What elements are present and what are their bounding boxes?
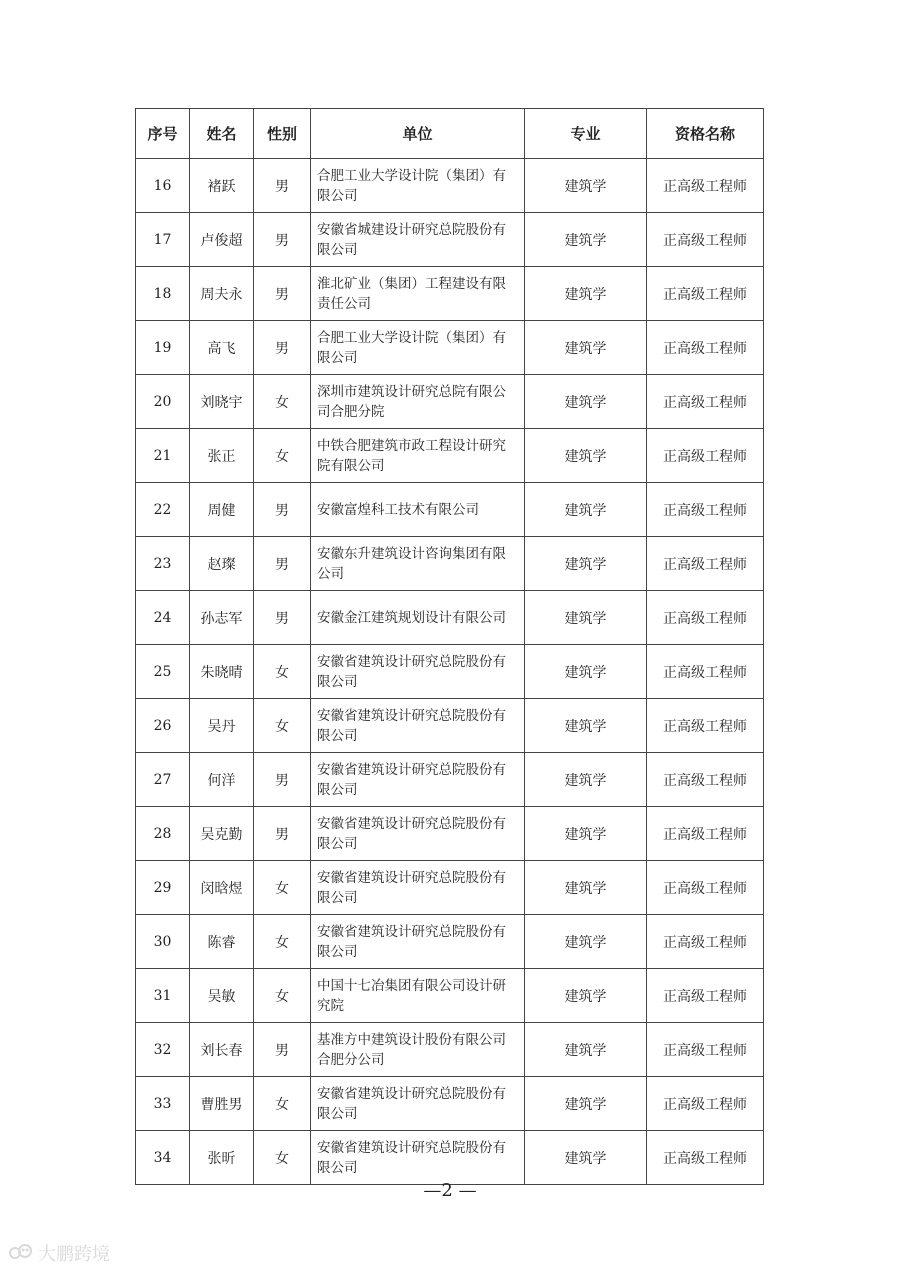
header-unit: 单位: [311, 109, 525, 159]
table-row: [136, 1131, 764, 1185]
cell-number: 18: [136, 267, 190, 321]
cell-major: 建筑学: [525, 915, 647, 969]
cell-gender: 女: [254, 429, 311, 483]
personnel-table-container: [135, 108, 763, 1185]
header-number: 序号: [136, 109, 190, 159]
cell-major: 建筑学: [525, 699, 647, 753]
cell-number: 31: [136, 969, 190, 1023]
cell-name: 周健: [190, 483, 254, 537]
cell-major: 建筑学: [525, 1023, 647, 1077]
cell-number: 32: [136, 1023, 190, 1077]
cell-number: 25: [136, 645, 190, 699]
brand-logo-icon: [8, 1242, 34, 1264]
cell-gender: 女: [254, 1131, 311, 1185]
cell-unit: 中国十七冶集团有限公司设计研究院: [311, 969, 525, 1023]
header-gender: 性别: [254, 109, 311, 159]
cell-unit: 安徽省建筑设计研究总院股份有限公司: [311, 807, 525, 861]
cell-gender: 女: [254, 375, 311, 429]
table-row: [136, 753, 764, 807]
cell-gender: 男: [254, 159, 311, 213]
cell-number: 34: [136, 1131, 190, 1185]
cell-name: 吴敏: [190, 969, 254, 1023]
cell-gender: 男: [254, 807, 311, 861]
cell-name: 朱晓晴: [190, 645, 254, 699]
cell-unit: 安徽金江建筑规划设计有限公司: [311, 591, 525, 645]
cell-unit: 淮北矿业（集团）工程建设有限责任公司: [311, 267, 525, 321]
cell-major: 建筑学: [525, 375, 647, 429]
watermark: [8, 1240, 110, 1266]
cell-qualification: 正高级工程师: [647, 1077, 764, 1131]
cell-name: 高飞: [190, 321, 254, 375]
table-row: [136, 1077, 764, 1131]
cell-name: 褚跃: [190, 159, 254, 213]
cell-name: 陈睿: [190, 915, 254, 969]
cell-number: 28: [136, 807, 190, 861]
header-name: 姓名: [190, 109, 254, 159]
cell-number: 27: [136, 753, 190, 807]
cell-unit: 基准方中建筑设计股份有限公司合肥分公司: [311, 1023, 525, 1077]
cell-unit: 安徽省建筑设计研究总院股份有限公司: [311, 645, 525, 699]
table-row: [136, 645, 764, 699]
cell-major: 建筑学: [525, 861, 647, 915]
cell-gender: 男: [254, 1023, 311, 1077]
cell-major: 建筑学: [525, 429, 647, 483]
cell-major: 建筑学: [525, 483, 647, 537]
cell-gender: 男: [254, 483, 311, 537]
table-row: [136, 429, 764, 483]
table-row: [136, 213, 764, 267]
cell-number: 20: [136, 375, 190, 429]
cell-major: 建筑学: [525, 591, 647, 645]
cell-unit: 合肥工业大学设计院（集团）有限公司: [311, 159, 525, 213]
table-row: [136, 591, 764, 645]
cell-number: 29: [136, 861, 190, 915]
cell-name: 卢俊超: [190, 213, 254, 267]
table-header-row: [136, 109, 764, 159]
cell-gender: 男: [254, 753, 311, 807]
cell-number: 24: [136, 591, 190, 645]
table-row: [136, 483, 764, 537]
cell-qualification: 正高级工程师: [647, 321, 764, 375]
cell-number: 33: [136, 1077, 190, 1131]
header-qualification: 资格名称: [647, 109, 764, 159]
cell-unit: 安徽省建筑设计研究总院股份有限公司: [311, 861, 525, 915]
cell-name: 吴丹: [190, 699, 254, 753]
cell-qualification: 正高级工程师: [647, 591, 764, 645]
cell-name: 吴克勤: [190, 807, 254, 861]
cell-major: 建筑学: [525, 267, 647, 321]
cell-gender: 男: [254, 537, 311, 591]
cell-number: 19: [136, 321, 190, 375]
cell-qualification: 正高级工程师: [647, 267, 764, 321]
cell-number: 17: [136, 213, 190, 267]
cell-major: 建筑学: [525, 159, 647, 213]
cell-gender: 男: [254, 213, 311, 267]
cell-unit: 安徽富煌科工技术有限公司: [311, 483, 525, 537]
table-row: [136, 159, 764, 213]
cell-major: 建筑学: [525, 321, 647, 375]
cell-major: 建筑学: [525, 807, 647, 861]
cell-major: 建筑学: [525, 213, 647, 267]
table-row: [136, 321, 764, 375]
table-row: [136, 807, 764, 861]
cell-number: 21: [136, 429, 190, 483]
cell-name: 何洋: [190, 753, 254, 807]
table-row: [136, 375, 764, 429]
cell-unit: 合肥工业大学设计院（集团）有限公司: [311, 321, 525, 375]
cell-unit: 深圳市建筑设计研究总院有限公司合肥分院: [311, 375, 525, 429]
cell-name: 赵璨: [190, 537, 254, 591]
cell-gender: 男: [254, 267, 311, 321]
cell-qualification: 正高级工程师: [647, 807, 764, 861]
cell-gender: 女: [254, 699, 311, 753]
cell-qualification: 正高级工程师: [647, 699, 764, 753]
cell-number: 16: [136, 159, 190, 213]
cell-gender: 女: [254, 915, 311, 969]
cell-qualification: 正高级工程师: [647, 645, 764, 699]
cell-name: 张正: [190, 429, 254, 483]
cell-qualification: 正高级工程师: [647, 483, 764, 537]
table-row: [136, 699, 764, 753]
cell-qualification: 正高级工程师: [647, 861, 764, 915]
cell-qualification: 正高级工程师: [647, 375, 764, 429]
cell-qualification: 正高级工程师: [647, 537, 764, 591]
cell-gender: 女: [254, 861, 311, 915]
cell-unit: 安徽省建筑设计研究总院股份有限公司: [311, 1077, 525, 1131]
table-row: [136, 537, 764, 591]
cell-major: 建筑学: [525, 969, 647, 1023]
cell-number: 30: [136, 915, 190, 969]
cell-gender: 女: [254, 645, 311, 699]
cell-name: 刘长春: [190, 1023, 254, 1077]
cell-qualification: 正高级工程师: [647, 213, 764, 267]
cell-gender: 男: [254, 321, 311, 375]
cell-name: 刘晓宇: [190, 375, 254, 429]
cell-qualification: 正高级工程师: [647, 429, 764, 483]
cell-major: 建筑学: [525, 753, 647, 807]
cell-gender: 男: [254, 591, 311, 645]
table-row: [136, 969, 764, 1023]
cell-number: 26: [136, 699, 190, 753]
cell-qualification: 正高级工程师: [647, 753, 764, 807]
cell-name: 曹胜男: [190, 1077, 254, 1131]
cell-qualification: 正高级工程师: [647, 1023, 764, 1077]
cell-unit: 安徽省建筑设计研究总院股份有限公司: [311, 753, 525, 807]
cell-unit: 中铁合肥建筑市政工程设计研究院有限公司: [311, 429, 525, 483]
cell-qualification: 正高级工程师: [647, 159, 764, 213]
cell-name: 张昕: [190, 1131, 254, 1185]
cell-qualification: 正高级工程师: [647, 1131, 764, 1185]
cell-unit: 安徽省建筑设计研究总院股份有限公司: [311, 699, 525, 753]
page-number: —2 —: [423, 1180, 477, 1201]
cell-number: 23: [136, 537, 190, 591]
cell-major: 建筑学: [525, 1131, 647, 1185]
cell-qualification: 正高级工程师: [647, 915, 764, 969]
cell-major: 建筑学: [525, 645, 647, 699]
header-major: 专业: [525, 109, 647, 159]
table-row: [136, 915, 764, 969]
table-row: [136, 267, 764, 321]
cell-qualification: 正高级工程师: [647, 969, 764, 1023]
table-row: [136, 861, 764, 915]
cell-name: 孙志军: [190, 591, 254, 645]
cell-name: 周夫永: [190, 267, 254, 321]
cell-unit: 安徽省建筑设计研究总院股份有限公司: [311, 915, 525, 969]
cell-major: 建筑学: [525, 537, 647, 591]
cell-name: 闵晗煜: [190, 861, 254, 915]
personnel-table: [135, 108, 764, 1185]
watermark-text: 大鹏跨境: [38, 1244, 110, 1265]
cell-unit: 安徽东升建筑设计咨询集团有限公司: [311, 537, 525, 591]
cell-major: 建筑学: [525, 1077, 647, 1131]
table-row: [136, 1023, 764, 1077]
cell-unit: 安徽省建筑设计研究总院股份有限公司: [311, 1131, 525, 1185]
cell-number: 22: [136, 483, 190, 537]
cell-unit: 安徽省城建设计研究总院股份有限公司: [311, 213, 525, 267]
cell-gender: 女: [254, 969, 311, 1023]
cell-gender: 女: [254, 1077, 311, 1131]
